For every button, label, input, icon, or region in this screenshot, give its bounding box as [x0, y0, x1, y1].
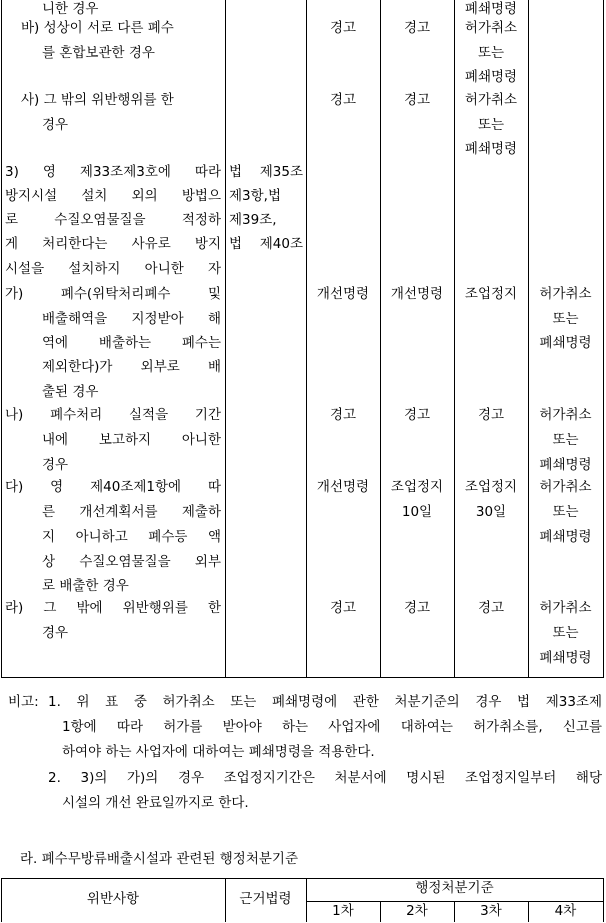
penalty-3rd: 폐쇄명령 [464, 69, 518, 85]
penalty-1st: 경고 [329, 407, 357, 423]
section-title: 라. 폐수무방류배출시설과 관련된 행정처분기준 [20, 851, 298, 867]
penalty-3rd: 또는 [477, 45, 505, 61]
violation-text: 다) 영 제40조제1항에 따 [5, 479, 221, 495]
penalty-1st: 경고 [329, 600, 357, 616]
penalty-1st: 경고 [329, 92, 357, 108]
header-level-1: 1차 [332, 903, 354, 919]
penalty-2nd: 경고 [403, 92, 431, 108]
violation-text: 경우 [42, 457, 69, 473]
violation-text: 역에 배출하는 폐수는 [42, 335, 221, 351]
violation-text: 로 배출한 경우 [42, 578, 129, 594]
penalty-1st: 경고 [329, 20, 357, 36]
table-border-bottom [1, 677, 604, 678]
penalty-2nd: 개선명령 [390, 286, 444, 302]
violation-text: 사) 그 밖의 위반행위를 한 [21, 92, 174, 108]
table-border-left [1, 0, 2, 678]
violation-text: 출된 경우 [42, 384, 99, 400]
penalty-4th: 허가취소 [539, 600, 592, 616]
violation-text: 로 수질오염물질을 적정하 [5, 212, 221, 228]
note-item-1: 하여야 하는 사업자에 대하여는 폐쇄명령을 적용한다. [62, 744, 375, 760]
violation-text: 가) 폐수(위탁처리폐수 및 [5, 286, 221, 302]
note-item-2: 시설의 개선 완료일까지로 한다. [62, 795, 249, 811]
penalty-4th: 허가취소 [539, 407, 592, 423]
violation-text: 3) 영 제33조제3호에 따라 [5, 164, 221, 180]
header-basis: 근거법령 [239, 891, 292, 907]
penalty-4th: 폐쇄명령 [539, 335, 592, 351]
violation-text: 나) 폐수처리 실적을 기간 [5, 407, 221, 423]
violation-text: 경우 [42, 625, 69, 641]
penalty-4th: 폐쇄명령 [539, 457, 592, 473]
table-border-right [603, 0, 604, 678]
penalty-3rd: 조업정지 [464, 479, 518, 495]
penalty-4th: 또는 [552, 625, 579, 641]
violation-text: 내에 보고하지 아니한 [42, 432, 221, 448]
penalty-2nd: 경고 [403, 20, 431, 36]
note-item-1: 1항에 따라 허가를 받아야 하는 사업자에 대하여는 허가취소를, 신고를 [62, 719, 602, 735]
penalty-4th: 허가취소 [539, 286, 592, 302]
basis-text: 제3항,법 [229, 188, 282, 204]
penalty-3rd: 허가취소 [464, 20, 518, 36]
penalty-4th: 폐쇄명령 [539, 650, 592, 666]
header-level-3: 3차 [480, 903, 502, 919]
violation-text: 제외한다)가 외부로 배 [42, 359, 221, 375]
basis-text: 법 제40조 [229, 236, 303, 252]
header-level-4: 4차 [554, 903, 577, 919]
penalty-4th: 또는 [552, 432, 579, 448]
violation-text: 배출해역을 지정받아 해 [42, 311, 221, 327]
header-violation: 위반사항 [86, 891, 140, 907]
table-divider-violation [225, 0, 226, 678]
violation-text: 상 수질오염물질을 외부 [42, 554, 221, 570]
penalty-3rd: 30일 [475, 504, 507, 520]
penalty-4th: 허가취소 [539, 479, 592, 495]
penalty-3rd: 폐쇄명령 [464, 141, 518, 157]
penalty-4th: 또는 [552, 311, 579, 327]
violation-text: 를 혼합보관한 경우 [42, 45, 155, 61]
penalty-2nd: 10일 [401, 504, 433, 520]
note-item-1: 1. 위 표 중 허가취소 또는 폐쇄명령에 관한 처분기준의 경우 법 제33조제 [48, 694, 602, 710]
violation-text: 방지시설 설치 외의 방법으 [5, 188, 221, 204]
note-item-2: 2. 3)의 가)의 경우 조업정지기간은 처분서에 명시된 조업정지일부터 해당 [48, 770, 602, 786]
penalty-1st: 개선명령 [316, 286, 370, 302]
violation-text: 바) 성상이 서로 다른 폐수 [21, 20, 174, 36]
violation-text: 른 개선계획서를 제출하 [42, 504, 221, 520]
notes-label: 비고: [8, 694, 39, 710]
violation-text: 니한 경우 [42, 1, 99, 17]
violation-text: 라) 그 밖에 위반행위를 한 [5, 600, 221, 616]
penalty-2nd: 조업정지 [390, 479, 444, 495]
penalty-3rd: 경고 [477, 600, 505, 616]
penalty-3rd: 폐쇄명령 [464, 1, 518, 17]
table-border-right [603, 878, 604, 922]
violation-text: 지 아니하고 폐수등 액 [42, 529, 221, 545]
penalty-3rd: 허가취소 [464, 92, 518, 108]
penalty-1st: 개선명령 [316, 479, 370, 495]
header-level-2: 2차 [406, 903, 428, 919]
basis-text: 법 제35조 [229, 164, 303, 180]
penalty-3rd: 또는 [477, 117, 505, 133]
violation-text: 경우 [42, 117, 69, 133]
penalty-2nd: 경고 [403, 407, 431, 423]
header-admin: 행정처분기준 [415, 880, 494, 896]
penalty-4th: 폐쇄명령 [539, 529, 592, 545]
violation-text: 시설을 설치하지 아니한 자 [5, 261, 221, 277]
penalty-3rd: 조업정지 [464, 286, 518, 302]
penalty-4th: 또는 [552, 504, 579, 520]
penalty-3rd: 경고 [477, 407, 505, 423]
violation-text: 게 처리한다는 사유로 방지 [5, 236, 221, 252]
penalty-2nd: 경고 [403, 600, 431, 616]
basis-text: 제39조, [229, 212, 277, 228]
